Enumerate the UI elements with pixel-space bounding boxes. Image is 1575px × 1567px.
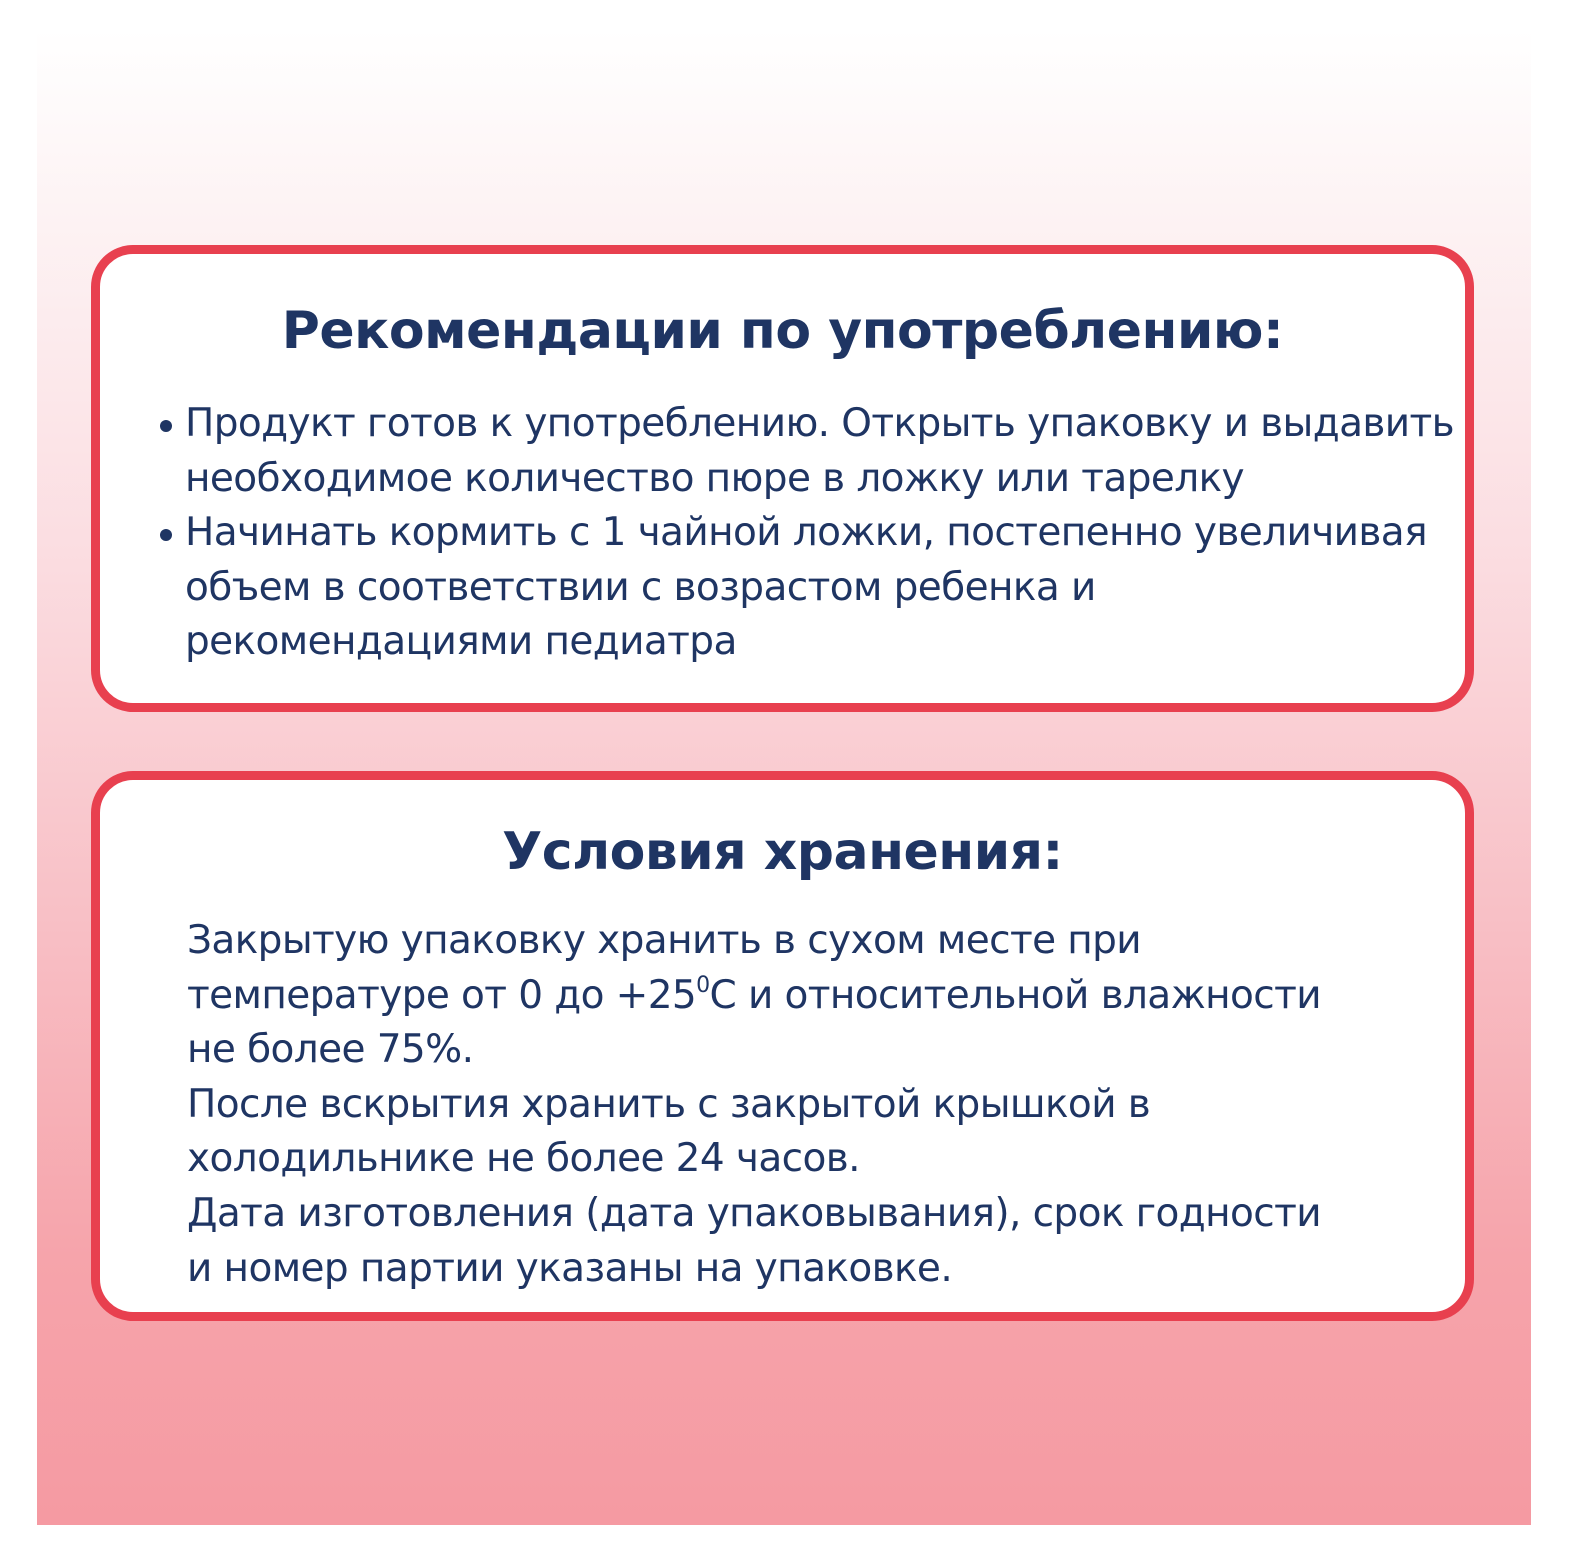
usage-item-1-line-1: Продукт готов к употреблению. Открыть упаковку и выдавить xyxy=(185,401,1455,446)
storage-p1-line-1: Закрытую упаковку хранить в сухом месте при xyxy=(187,918,1142,963)
bullet-icon xyxy=(160,420,172,432)
storage-paragraph-1 xyxy=(187,914,1321,1078)
usage-item-2-line-1: Начинать кормить с 1 чайной ложки, постепенно увеличивая xyxy=(185,510,1427,555)
storage-paragraph-3 xyxy=(187,1187,1321,1296)
storage-p1-line-2 xyxy=(187,969,1321,1024)
usage-item-2-line-2: объем в соответствии с возрастом ребенка и xyxy=(185,564,1096,610)
storage-p3-line-1: Дата изготовления (дата упаковывания), срок годности xyxy=(187,1190,1321,1236)
storage-p2-line-2: холодильнике не более 24 часов. xyxy=(187,1136,860,1182)
list-item xyxy=(152,506,1455,670)
storage-title: Условия хранения: xyxy=(502,822,1063,882)
temperature-text: температуре от 0 до +25 xyxy=(187,972,697,1018)
usage-item-1-line-2: необходимое количество пюре в ложку или тарелку xyxy=(185,455,1245,501)
usage-item-2-line-3: рекомендациями педиатра xyxy=(185,619,737,664)
bullet-icon xyxy=(160,529,172,541)
usage-list xyxy=(152,397,1455,670)
storage-text xyxy=(187,914,1321,1296)
degree-mark: 0 xyxy=(696,972,710,998)
humidity-text: С и относительной влажности xyxy=(709,972,1321,1018)
storage-p3-line-2: и номер партии указаны на упаковке. xyxy=(187,1245,953,1291)
storage-p2-line-1: После вскрытия хранить с закрытой крышкой в xyxy=(187,1081,1151,1127)
storage-conditions-card xyxy=(91,771,1474,1321)
storage-p1-line-3: не более 75%. xyxy=(187,1027,474,1073)
usage-title: Рекомендации по употреблению: xyxy=(281,301,1284,361)
usage-recommendations-card xyxy=(91,245,1474,712)
list-item xyxy=(152,397,1455,506)
storage-paragraph-2 xyxy=(187,1078,1321,1187)
